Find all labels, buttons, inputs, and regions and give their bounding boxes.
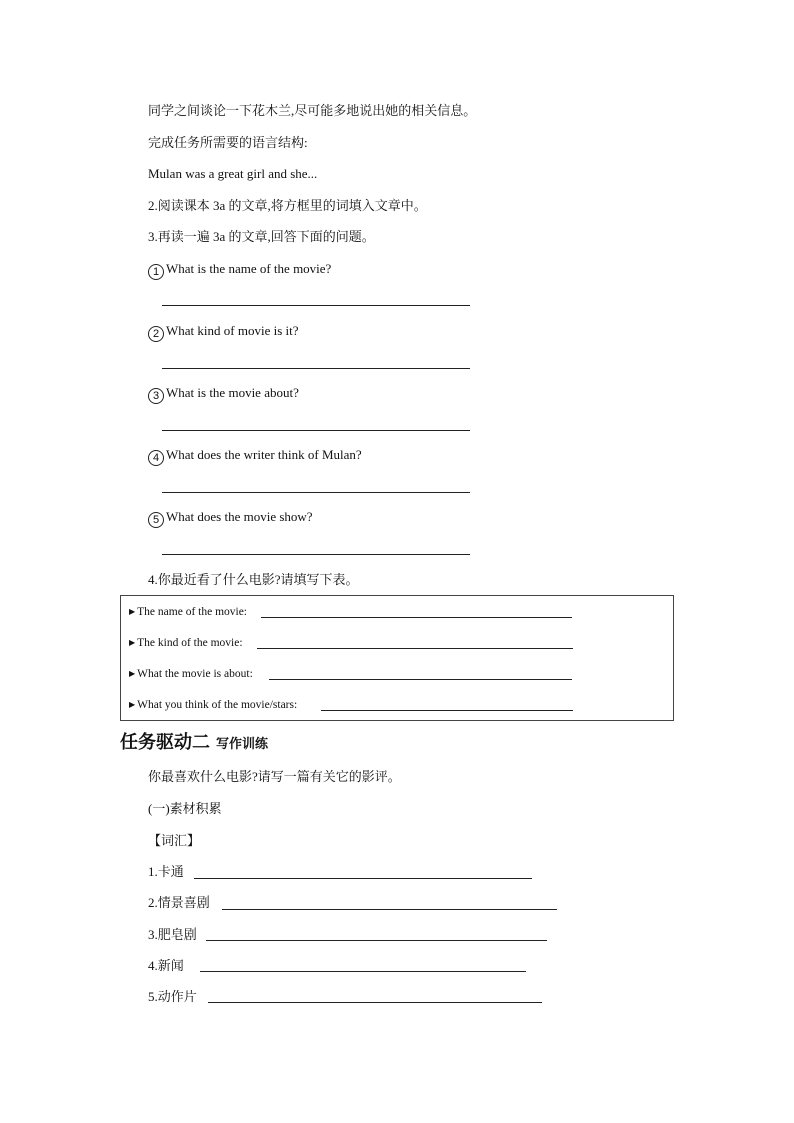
movie-info-table [120, 595, 674, 721]
question-1 [148, 260, 331, 280]
intro-structure-example: Mulan was a great girl and she... [148, 166, 318, 181]
vocab-fill-line-3[interactable] [206, 940, 547, 941]
vocab-fill-line-5[interactable] [208, 1002, 542, 1003]
question-5 [148, 508, 313, 528]
table-row [129, 698, 297, 712]
question-number-2: 2 [148, 326, 164, 342]
answer-line-2[interactable] [162, 368, 470, 369]
vocab-fill-line-2[interactable] [222, 909, 557, 910]
question-number-4: 4 [148, 450, 164, 466]
arrow-bullet-icon: ▶ [129, 700, 136, 709]
question-number-3: 3 [148, 388, 164, 404]
vocab-item-1: 1.卡通 [148, 864, 184, 879]
table-fill-line-2[interactable] [257, 648, 573, 649]
task-2-heading [120, 732, 268, 756]
section-heading: (一)素材积累 [148, 801, 222, 816]
table-row [129, 636, 243, 650]
writing-prompt: 你最喜欢什么电影?请写一篇有关它的影评。 [148, 769, 401, 784]
answer-line-1[interactable] [162, 305, 470, 306]
intro-line-2: 完成任务所需要的语言结构: [148, 135, 308, 150]
vocab-fill-line-1[interactable] [194, 878, 532, 879]
task-2-title: 任务驱动二 [120, 732, 210, 753]
table-row-label: What the movie is about: [137, 668, 253, 680]
question-text-5: What does the movie show? [166, 509, 313, 524]
arrow-bullet-icon: ▶ [129, 638, 136, 647]
vocab-heading: 【词汇】 [148, 833, 201, 848]
arrow-bullet-icon: ▶ [129, 607, 136, 616]
table-row-label: What you think of the movie/stars: [137, 699, 298, 711]
step-4-instruction: 4.你最近看了什么电影?请填写下表。 [148, 572, 359, 587]
step-2-instruction: 2.阅读课本 3a 的文章,将方框里的词填入文章中。 [148, 198, 427, 213]
table-fill-line-1[interactable] [261, 617, 572, 618]
table-row-label: The name of the movie: [137, 606, 248, 618]
table-fill-line-3[interactable] [269, 679, 572, 680]
table-row-label: The kind of the movie: [137, 637, 243, 649]
answer-line-4[interactable] [162, 492, 470, 493]
table-fill-line-4[interactable] [321, 710, 573, 711]
question-2 [148, 322, 299, 342]
question-text-3: What is the movie about? [166, 385, 299, 400]
question-number-1: 1 [148, 264, 164, 280]
answer-line-5[interactable] [162, 554, 470, 555]
table-row [129, 605, 247, 619]
vocab-fill-line-4[interactable] [200, 971, 526, 972]
step-3-instruction: 3.再读一遍 3a 的文章,回答下面的问题。 [148, 229, 375, 244]
question-text-1: What is the name of the movie? [166, 261, 332, 276]
question-text-4: What does the writer think of Mulan? [166, 447, 362, 462]
vocab-item-2: 2.情景喜剧 [148, 895, 210, 910]
vocab-item-4: 4.新闻 [148, 958, 184, 973]
table-row [129, 667, 253, 681]
question-3 [148, 384, 299, 404]
answer-line-3[interactable] [162, 430, 470, 431]
arrow-bullet-icon: ▶ [129, 669, 136, 678]
question-number-5: 5 [148, 512, 164, 528]
intro-line-1: 同学之间谈论一下花木兰,尽可能多地说出她的相关信息。 [148, 103, 477, 118]
question-4 [148, 446, 362, 466]
vocab-item-3: 3.肥皂剧 [148, 927, 197, 942]
question-text-2: What kind of movie is it? [166, 323, 299, 338]
task-2-subtitle: 写作训练 [216, 737, 269, 752]
vocab-item-5: 5.动作片 [148, 989, 197, 1004]
